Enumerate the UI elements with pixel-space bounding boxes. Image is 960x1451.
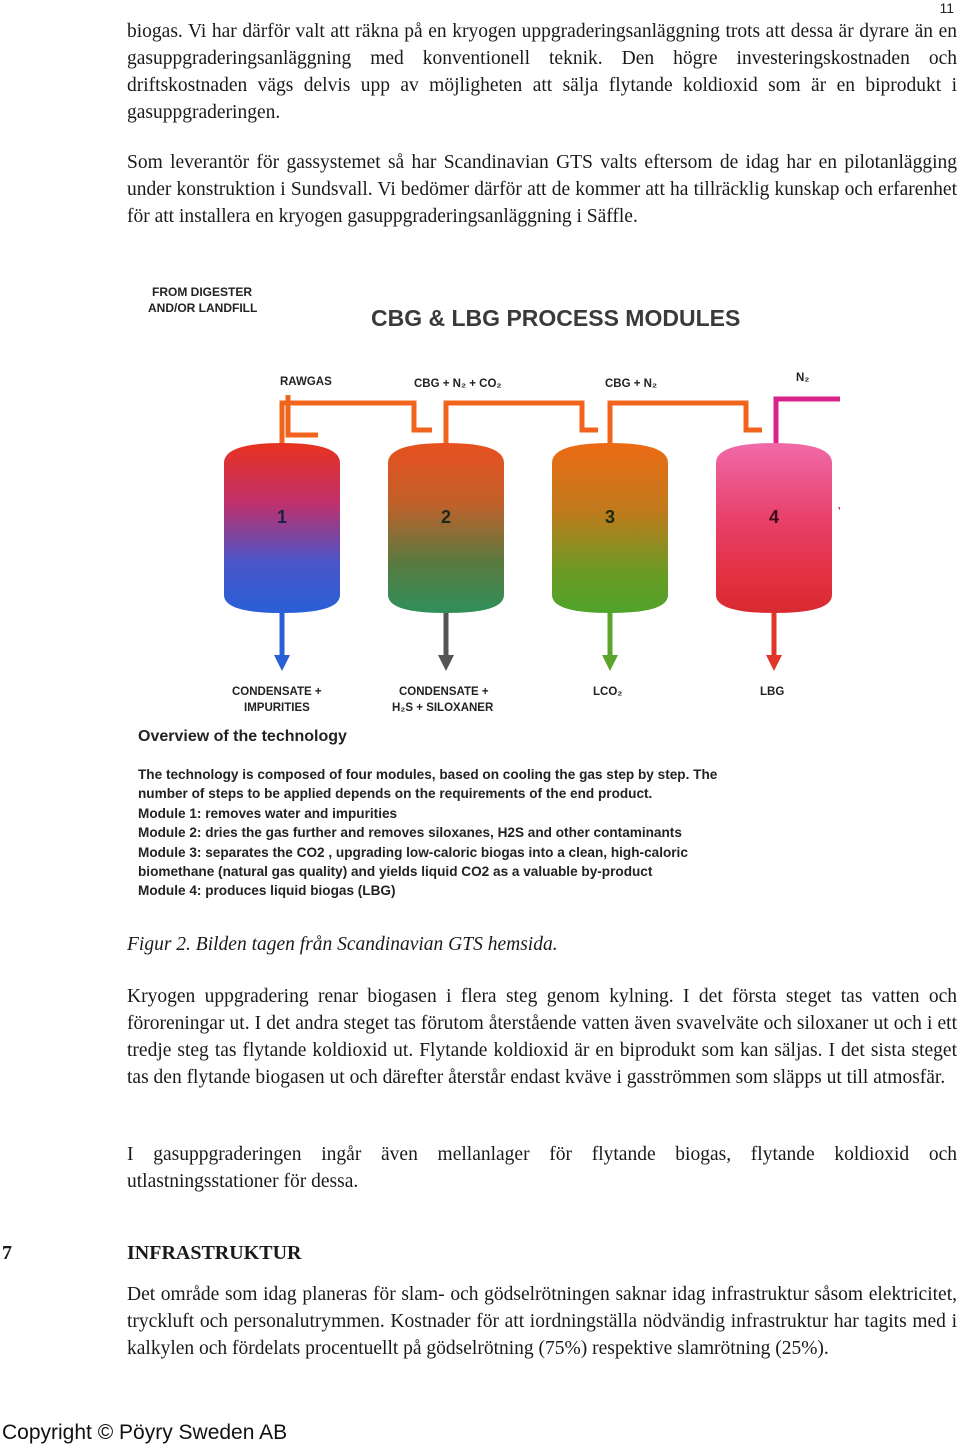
section-title: INFRASTRUKTUR xyxy=(127,1242,302,1264)
overview-line: Module 2: dries the gas further and removes siloxanes, H2S and other contaminants xyxy=(138,825,682,840)
overview-title: Overview of the technology xyxy=(138,728,347,745)
module-4-number: 4 xyxy=(768,507,780,527)
paragraph-infrastructure: Det område som idag planeras för slam- och gödselrötningen saknar idag infrastruktur såsom elektricitet, tryckluft och personalutrymmen. Kostnader för att iordningställa nödvändig infrastruktur har tagits med i kalkylen och fördelats procentuellt på gödselrötning (75%) respektive slamrötning (25%). xyxy=(127,1284,957,1359)
overview-line: The technology is composed of four modules, based on cooling the gas step by step. The xyxy=(138,767,718,782)
from-label-line1: FROM DIGESTER xyxy=(152,285,253,299)
pipe-1-to-2 xyxy=(282,403,432,447)
module-2-vessel xyxy=(388,443,504,613)
outlet-3-arrow xyxy=(602,613,618,671)
outlet-1-label-line1: CONDENSATE + xyxy=(232,686,322,698)
overview-line: Module 1: removes water and impurities xyxy=(138,806,398,821)
label-cbg-n2: CBG + N₂ xyxy=(605,378,658,390)
paragraph-intro: biogas. Vi har därför valt att räkna på en kryogen uppgraderingsanläggning trots att dessa är dyrare än en gasuppgraderingsanläggning med konventionell teknik. Den högre investeringskostnaden och driftskostnaden vägs delvis upp av möjligheten att sälja flytande koldioxid som är en biprodukt i gasuppgraderingen. xyxy=(127,21,957,123)
overview-line: number of steps to be applied depends on the requirements of the end product. xyxy=(138,786,653,801)
outlet-2-label-line1: CONDENSATE + xyxy=(399,686,489,698)
page-number: 11 xyxy=(939,0,954,16)
paragraph-supplier: Som leverantör för gassystemet så har Scandinavian GTS valts eftersom de idag har en pilotanlägging under konstruktion i Sundsvall. Vi bedömer därför att de kommer att ha tillräcklig kunskap och erfarenhet för att installera en kryogen gasuppgraderingsanläggning i Säffle. xyxy=(127,152,957,227)
overview-line: Module 3: separates the CO2 , upgrading low-caloric biogas into a clean, high-caloric xyxy=(138,845,688,860)
label-n2: N₂ xyxy=(796,372,810,384)
process-figure xyxy=(120,275,840,905)
overview-line: Module 4: produces liquid biogas (LBG) xyxy=(138,883,396,898)
outlet-1-label-line2: IMPURITIES xyxy=(244,702,310,714)
outlet-1-arrow xyxy=(274,613,290,671)
outlet-2-label-line2: H₂S + SILOXANER xyxy=(392,702,494,714)
outlet-4-arrow xyxy=(766,613,782,671)
footer-copyright: Copyright © Pöyry Sweden AB xyxy=(2,1421,288,1444)
module-1-vessel xyxy=(224,443,340,613)
outlet-3-label: LCO₂ xyxy=(593,686,623,698)
module-1-number: 1 xyxy=(276,507,288,527)
outlet-4-label: LBG xyxy=(760,686,785,698)
section-number: 7 xyxy=(2,1242,12,1264)
pipe-2-to-3 xyxy=(446,403,598,447)
label-rawgas: RAWGAS xyxy=(280,376,332,388)
overview-line: biomethane (natural gas quality) and yields liquid CO2 as a valuable by-product xyxy=(138,864,653,879)
from-label-line2: AND/OR LANDFILL xyxy=(148,301,258,315)
figure-caption: Figur 2. Bilden tagen från Scandinavian GTS hemsida. xyxy=(127,934,558,955)
outlet-2-arrow xyxy=(438,613,454,671)
module-3-number: 3 xyxy=(604,507,616,527)
pipe-3-to-4 xyxy=(610,403,762,447)
label-cbg-n2-co2: CBG + N₂ + CO₂ xyxy=(414,378,502,390)
paragraph-cryogenic: Kryogen uppgradering renar biogasen i flera steg genom kylning. I det första steget tas vatten och föroreningar ut. I det andra steget tas förutom återstående vatten även svavelväte och siloxaner ut och i ett tredje steg tas flytande koldioxid ut. Flytande koldioxid är en biprodukt som kan säljas. I det sista steget tas den flytande biogasen ut och därefter återstår endast kväve i gasströmmen som släpps ut till atmosfär. xyxy=(127,986,957,1088)
module-4-vessel xyxy=(716,443,832,613)
figure-title: CBG & LBG PROCESS MODULES xyxy=(371,305,741,331)
module-3-vessel xyxy=(552,443,668,613)
module-2-number: 2 xyxy=(440,507,452,527)
paragraph-storage: I gasuppgraderingen ingår även mellanlager för flytande biogas, flytande koldioxid och utlastningsstationer för dessa. xyxy=(127,1144,957,1192)
